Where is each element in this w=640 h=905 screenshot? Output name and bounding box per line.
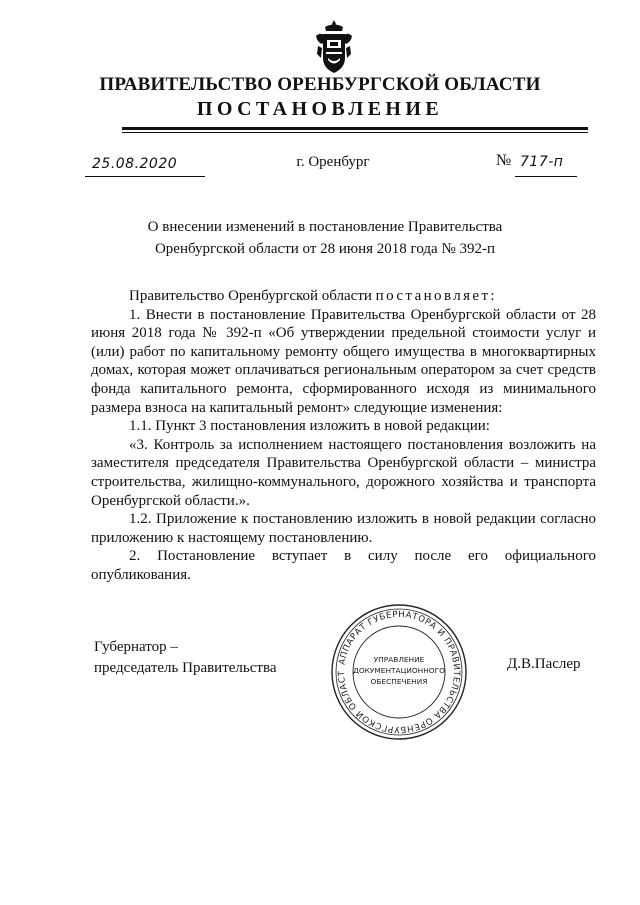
position-line-1: Губернатор – [94,639,178,655]
signatory-name: Д.В.Паслер [507,656,581,672]
paragraph-1-1-quote: «3. Контроль за исполнением настоящего постановления возложить на заместителя председателя Правительства Оренбургской области – министра строительства, жилищно-коммунального, дорожного хозяйства и транспорта Оренбургской области.». [91,436,596,509]
position-line-2: председатель Правительства [94,660,277,676]
document-date: 25.08.2020 [92,156,178,172]
city-label: г. Оренбург [296,154,370,170]
document-body [91,287,596,585]
intro-prefix: Правительство Оренбургской области [129,288,372,304]
signatory-position [94,637,277,679]
number-sign: № [496,152,512,169]
stamp-line-1: УПРАВЛЕНИЕ [373,655,425,664]
paragraph-1-2: 1.2. Приложение к постановлению изложить в новой редакции согласно приложению к настоящему постановлению. [91,511,596,546]
header-divider-thick [122,127,588,130]
paragraph-2: 2. Постановление вступает в силу после его официального опубликования. [91,548,596,583]
stamp-ring-text: АППАРАТ ГУБЕРНАТОРА И ПРАВИТЕЛЬСТВА ОРЕНБУРГСКОЙ ОБЛАСТ [336,609,462,735]
header-divider-thin [122,132,588,133]
official-stamp [329,602,469,742]
number-underline [515,176,577,177]
subject-line-1: О внесении изменений в постановление Правительства [147,219,503,235]
document-number: 717-п [520,154,564,170]
paragraph-1-1: 1.1. Пункт 3 постановления изложить в новой редакции: [129,418,490,435]
paragraph-1: 1. Внести в постановление Правительства Оренбургской области от 28 июня 2018 года № 392-п «Об утверждении предельной стоимости услуг и (или) работ по капитальному ремонту общего имущества в многоквартирных домах, которая может оплачиваться региональным оператором за счет средств фонда капитального ремонта, сформированного исходя из минимального размера взноса на капитальный ремонт» следующие изменения: [91,306,596,416]
coat-of-arms-emblem [312,18,356,76]
stamp-line-3: ОБЕСПЕЧЕНИЯ [370,677,428,686]
intro-verb: постановляет: [375,288,498,304]
date-underline [85,176,205,177]
subject-line-2: Оренбургской области от 28 июня 2018 года № 392-п [154,241,496,257]
intro-paragraph [91,287,596,306]
organization-title: ПРАВИТЕЛЬСТВО ОРЕНБУРГСКОЙ ОБЛАСТИ [99,74,541,95]
document-type-title: ПОСТАНОВЛЕНИЕ [196,98,444,120]
document-subject [120,216,530,260]
stamp-line-2: ДОКУМЕНТАЦИОННОГО [353,666,445,675]
